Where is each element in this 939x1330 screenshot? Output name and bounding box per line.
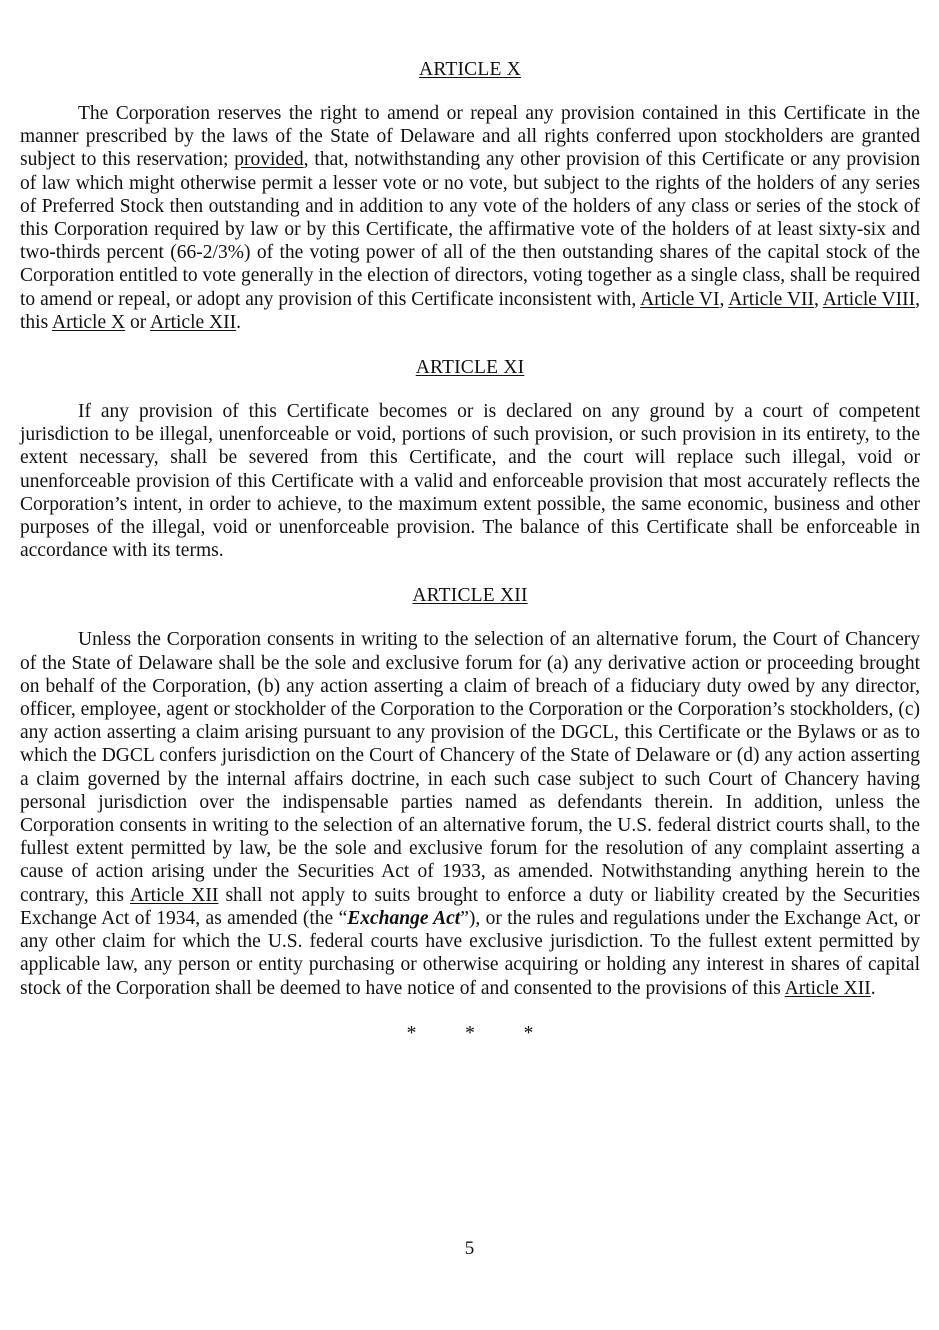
text-run: . (236, 311, 241, 333)
article-xii-paragraph (20, 628, 920, 999)
article-xi-paragraph (20, 400, 920, 562)
article-heading-x (20, 58, 920, 81)
page-number: 5 (464, 1238, 475, 1259)
article-heading-xii-text: ARTICLE XII (412, 585, 528, 607)
article-reference: Article X (51, 311, 126, 333)
defined-term: Exchange Act (347, 907, 461, 929)
section-separator: * * * (406, 1022, 534, 1044)
article-heading-xi-text: ARTICLE XI (415, 357, 525, 379)
document-body (20, 0, 920, 1045)
text-run: shall not apply to suits brought to enforce a duty or liability created by the Securities Exchange Act of 1934, as amended (the “ (20, 884, 920, 929)
article-reference: Article VIII (822, 288, 916, 310)
text-run: or (125, 311, 151, 333)
article-heading-xi (20, 356, 920, 379)
text-run: , (814, 288, 823, 310)
article-x-paragraph (20, 102, 920, 334)
article-reference: provided (234, 149, 304, 171)
text-run: The Corporation reserves the right to amend or repeal any provision contained in this Certificate in the manner prescribed by the laws of the State of Delaware and all rights conferred upon stockholders are granted subject to this reservation; (20, 103, 920, 171)
article-reference: Article XII (150, 311, 237, 333)
text-run: , this (20, 288, 920, 333)
article-heading-xii (20, 584, 920, 607)
text-run: . (870, 977, 876, 999)
text-run: , that, notwithstanding any other provision of this Certificate or any provision of law which might otherwise permit a lesser vote or no vote, but subject to the rights of the holders of any series of Preferred Stock then outstanding and in addition to any vote of the holders of any class or series of the stock of this Corporation required by law or by this Certificate, the affirmative vote of the holders of at least sixty-six and two-thirds percent (66-2/3%) of the voting power of all of the then outstanding shares of the capital stock of the Corporation entitled to vote generally in the election of directors, voting together as a single class, shall be required to amend or repeal, or adopt any provision of this Certificate inconsistent with, (20, 149, 920, 310)
article-reference: Article VII (728, 288, 815, 310)
text-run: Unless the Corporation consents in writing to the selection of an alternative forum, the Court of Chancery of the State of Delaware shall be the sole and exclusive forum for (a) any derivative action or proceeding brought on behalf of the Corporation, (b) any action asserting a claim of breach of a fiduciary duty owed by any director, officer, employee, agent or stockholder of the Corporation to the Corporation or the Corporation’s stockholders, (c) any action asserting a claim arising pursuant to any provision of the DGCL, this Certificate or the Bylaws or as to which the DGCL confers jurisdiction on the Court of Chancery of the State of Delaware or (d) any action asserting a claim governed by the internal affairs doctrine, in each such case subject to such Court of Chancery having personal jurisdiction over the indispensable parties named as defendants therein. In addition, unless the Corporation consents in writing to the selection of an alternative forum, the U.S. federal district courts shall, to the fullest extent permitted by law, be the sole and exclusive forum for the resolution of any complaint asserting a cause of action arising under the Securities Act of 1933, as amended. Notwithstanding anything herein to the contrary, this (20, 629, 920, 906)
article-reference: Article XII (784, 977, 871, 999)
text-run: ”), or the rules and regulations under the Exchange Act, or any other claim for which the U.S. federal courts have exclusive jurisdiction. To the fullest extent permitted by applicable law, any person or entity purchasing or otherwise acquiring or holding any interest in shares of capital stock of the Corporation shall be deemed to have notice of and consented to the provisions of this (20, 907, 920, 999)
text-run: If any provision of this Certificate becomes or is declared on any ground by a court of competent jurisdiction to be illegal, unenforceable or void, portions of such provision, or such provision in its entirety, to the extent necessary, shall be severed from this Certificate, and the court will replace such illegal, void or unenforceable provision of this Certificate with a valid and enforceable provision that most accurately reflects the Corporation’s intent, in order to achieve, to the maximum extent possible, the same economic, business and other purposes of the illegal, void or unenforceable provision. The balance of this Certificate shall be enforceable in accordance with its terms. (20, 401, 920, 562)
article-heading-x-text: ARTICLE X (419, 59, 521, 80)
article-reference: Article XII (130, 884, 219, 906)
text-run: , (719, 288, 729, 310)
article-reference: Article VI (640, 288, 720, 310)
